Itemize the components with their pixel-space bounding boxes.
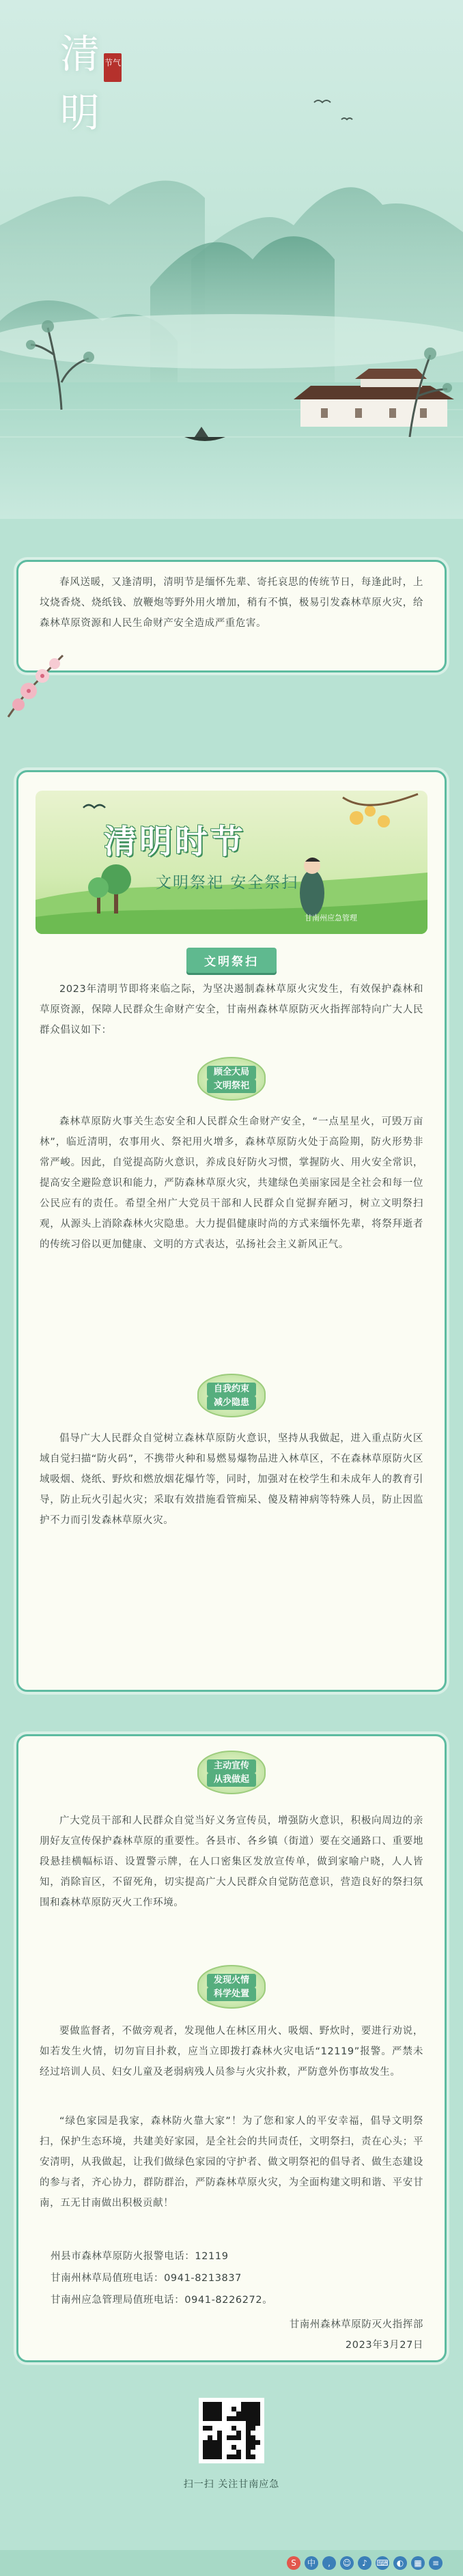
peach-blossom-decoration xyxy=(1,642,76,724)
punctuation-icon[interactable]: , xyxy=(322,2556,336,2570)
section1-heading-label: 文明祭扫 xyxy=(186,948,277,973)
badge2-line1: 自我约束 xyxy=(207,1383,256,1396)
badge2-line2: 减少隐患 xyxy=(207,1396,256,1410)
badge-fire-response xyxy=(197,1965,266,2009)
bottom-toolbar xyxy=(0,2550,463,2576)
toolbox-icon[interactable]: ▦ xyxy=(411,2556,425,2570)
hero-title-char-2: 明 xyxy=(60,89,100,136)
section1-para3: 倡导广大人民群众自觉树立森林草原防火意识，坚持从我做起，进入重点防火区域自觉扫描“防火码”，不携带火种和易燃易爆物品进入林草区，不在森林草原防火区域吸烟、烧纸、野炊和燃放烟花爆竹等，同时，加强对在校学生和未成年人的教育引导，防止玩火引起火灾；采取有效措施看管痴呆、傻及精神病等特殊人员，防止因监护不力而引发森林草原火灾。 xyxy=(40,1433,423,1526)
hero-title-char-1: 清 xyxy=(60,31,100,77)
badge1-line2: 文明祭祀 xyxy=(207,1079,256,1093)
badge3-line2: 从我做起 xyxy=(207,1773,256,1787)
banner-watermark: 甘南州应急管理 xyxy=(305,914,357,922)
emoji-icon[interactable]: ☺ xyxy=(340,2556,354,2570)
signature-date: 2023年3月27日 xyxy=(345,2340,423,2351)
badge3-line1: 主动宣传 xyxy=(207,1759,256,1773)
badge1-line1: 顾全大局 xyxy=(207,1066,256,1079)
badge-publicity xyxy=(197,1751,266,1794)
voice-icon[interactable]: ♪ xyxy=(358,2556,371,2570)
red-seal-stamp: 节气 xyxy=(104,53,122,82)
badge-self-discipline xyxy=(197,1374,266,1417)
badge4-line1: 发现火情 xyxy=(207,1974,256,1987)
banner-art xyxy=(36,791,427,934)
hero-title xyxy=(60,25,100,142)
section1-para1: 2023年清明节即将来临之际，为坚决遏制森林草原火灾发生，有效保护森林和草原资源，保障人民群众生命财产安全，甘南州森林草原防灭火指挥部特向广大人民群众倡议如下： xyxy=(40,984,423,1036)
keyboard-icon[interactable]: ⌨ xyxy=(376,2556,389,2570)
hotline-3: 甘南州应急管理局值班电话：0941-8226272。 xyxy=(51,2295,273,2306)
hotline-2: 甘南州林草局值班电话：0941-8213837 xyxy=(51,2273,242,2284)
hotline-1: 州县市森林草原防火报警电话：12119 xyxy=(51,2251,229,2262)
qr-code-pattern xyxy=(203,2402,260,2459)
qr-code[interactable] xyxy=(199,2398,264,2463)
section1-heading xyxy=(0,948,463,973)
chinese-mode-icon[interactable]: 中 xyxy=(305,2556,318,2570)
hero-illustration xyxy=(0,0,463,519)
banner-subtitle: 文明祭祀 安全祭扫 xyxy=(156,874,299,892)
qingming-banner xyxy=(36,791,427,934)
banner-title: 清明时节 xyxy=(104,823,247,861)
section2-para2: 要做监督者，不做旁观者，发现他人在林区用火、吸烟、野炊时，要进行劝说，如若发生火情，切勿盲目扑救，应当立即拨打森林火灾电话“12119”报警。严禁未经过培训人员、妇女儿童及老弱病残人员参与火灾扑救，严防意外伤事故发生。 xyxy=(40,2026,423,2078)
badge4-line2: 科学处置 xyxy=(207,1987,256,2001)
section2-para1: 广大党员干部和人民群众自觉当好义务宣传员，增强防火意识，积极向周边的亲朋好友宣传保护森林草原的重要性。各县市、各乡镇（街道）要在交通路口、重要地段悬挂横幅标语、设置警示牌，在人口密集区发放宣传单，做到家喻户晓，人人皆知，消除盲区，不留死角，切实提高广大人民群众自觉防范意识，营造良好的祭扫氛围和森林草原防灭火工作环境。 xyxy=(40,1815,423,1908)
badge-overall-situation xyxy=(197,1057,266,1101)
skin-icon[interactable]: ◐ xyxy=(393,2556,407,2570)
section2-para3: “绿色家园是我家，森林防火靠大家”！为了您和家人的平安幸福，倡导文明祭扫，保护生态环境，共建美好家园，是全社会的共同责任，文明祭扫，责在心头；平安清明，从我做起，让我们做绿色家园的守护者、做文明祭祀的倡导者、做生态建设的参与者，齐心协力，群防群治，严防森林草原火灾，为全面构建文明和谐、平安甘南，五无甘南做出积极贡献！ xyxy=(40,2116,423,2209)
section1-para2: 森林草原防火事关生态安全和人民群众生命财产安全，“一点星星火，可毁万亩林”，临近清明，农事用火、祭祀用火增多，森林草原防火处于高险期，防火形势非常严峻。因此，自觉提高防火意识，养成良好防火习惯，掌握防火、用火安全常识，提高安全避险意识和能力，严防森林草原火灾，共建绿色美丽家园是全社会和每一位公民应有的责任。希望全州广大党员干部和人民群众自觉摒弃陋习，树立文明祭扫观，从源头上消除森林火灾隐患。大力提倡健康时尚的方式来缅怀先辈，将祭拜逝者的传统习俗以更加健康、文明的方式表达，弘扬社会主义新风正气。 xyxy=(40,1116,423,1250)
intro-text: 春风送暖，又逢清明，清明节是缅怀先辈、寄托哀思的传统节日，每逢此时，上坟烧香烧、烧纸钱、放鞭炮等野外用火增加，稍有不慎，极易引发森林草原火灾，给森林草原资源和人民生命财产安全造成严重危害。 xyxy=(40,577,423,629)
qr-caption: 扫一扫 关注甘南应急 xyxy=(183,2479,280,2490)
signature: 甘南州森林草原防灭火指挥部 xyxy=(289,2319,423,2330)
menu-icon[interactable]: ≡ xyxy=(429,2556,443,2570)
sogou-input-icon[interactable]: S xyxy=(287,2556,300,2570)
